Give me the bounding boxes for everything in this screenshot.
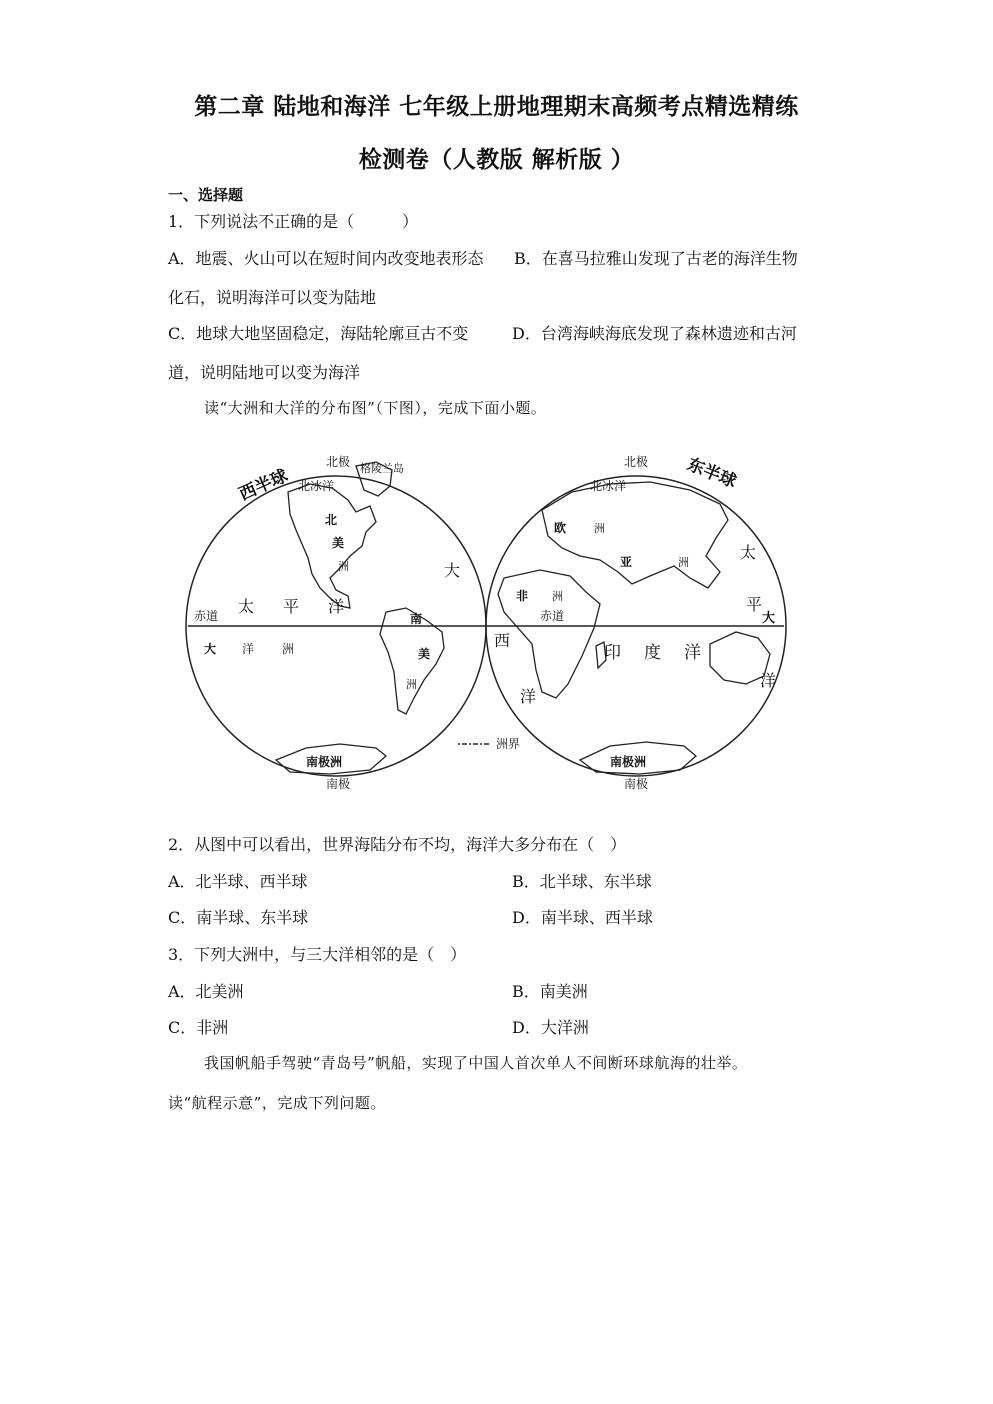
label-africa-2: 洲 xyxy=(552,590,563,603)
label-south-america-2: 美 xyxy=(418,647,431,661)
passage-voyage-line-1: 我国帆船手驾驶“青岛号”帆船，实现了中国人首次单人不间断环球航海的壮举。 xyxy=(204,1054,748,1072)
label-north-america-3: 洲 xyxy=(338,560,349,573)
label-north-pole-e: 北极 xyxy=(624,455,649,469)
label-south-pole-w: 南极 xyxy=(326,777,351,791)
label-arctic-ocean-w: 北冰洋 xyxy=(298,479,335,493)
label-atlantic-w: 大 xyxy=(444,561,461,580)
q1-option-b-cont: 化石，说明海洋可以变为陆地 xyxy=(168,288,377,307)
q1-option-a: A．地震、火山可以在短时间内改变地表形态 xyxy=(168,249,484,268)
q2-stem: 2．从图中可以看出，世界海陆分布不均，海洋大多分布在（ ） xyxy=(168,835,627,854)
label-atlantic-e-1: 西 xyxy=(494,631,511,650)
label-europe-2: 洲 xyxy=(594,522,605,535)
q1-stem: 1．下列说法不正确的是（ ） xyxy=(168,212,419,231)
label-greenland: 格陵兰岛 xyxy=(360,462,404,475)
q2-option-d: D．南半球、西半球 xyxy=(512,908,653,927)
label-south-america-3: 洲 xyxy=(406,678,417,691)
label-south-america-1: 南 xyxy=(410,612,423,626)
q2-option-c: C．南半球、东半球 xyxy=(168,908,309,927)
section-heading: 一、选择题 xyxy=(168,186,244,204)
label-equator-w: 赤道 xyxy=(194,609,219,623)
label-pacific-w-3: 洋 xyxy=(328,597,345,616)
label-equator-e: 赤道 xyxy=(540,609,565,623)
label-pacific-e-1: 太 xyxy=(740,543,757,562)
africa-shape xyxy=(498,570,600,698)
label-antarctica-e: 南极洲 xyxy=(610,755,647,769)
q3-option-a: A．北美洲 xyxy=(168,982,244,1001)
label-indian-ocean-1: 印 xyxy=(604,643,621,663)
label-north-america-2: 美 xyxy=(332,536,345,550)
world-map xyxy=(180,448,800,798)
label-antarctica-w: 南极洲 xyxy=(306,755,343,769)
label-north-america-1: 北 xyxy=(325,513,338,527)
label-pacific-e-2: 平 xyxy=(746,595,763,614)
q1-option-b: B．在喜马拉雅山发现了古老的海洋生物 xyxy=(514,249,798,268)
label-oceania-e: 大 xyxy=(762,611,776,626)
q3-option-c: C．非洲 xyxy=(168,1018,229,1037)
label-pacific-e-3: 洋 xyxy=(760,671,777,690)
q3-stem: 3．下列大洲中，与三大洋相邻的是（ ） xyxy=(168,945,467,964)
label-atlantic-e-2: 洋 xyxy=(520,687,537,706)
label-pacific-w-2: 平 xyxy=(283,597,300,616)
label-pacific-w-1: 太 xyxy=(238,597,255,616)
q1-option-c: C．地球大地坚固稳定，海陆轮廓亘古不变 xyxy=(168,324,469,343)
label-asia-2: 洲 xyxy=(678,556,689,569)
q2-option-a: A．北半球、西半球 xyxy=(168,872,308,891)
passage-voyage-line-2: 读“航程示意”，完成下列问题。 xyxy=(168,1094,386,1112)
q3-option-b: B．南美洲 xyxy=(512,982,588,1001)
label-east-hemisphere: 东半球 xyxy=(684,454,739,493)
label-north-pole-w: 北极 xyxy=(326,455,351,469)
title-line-2: 检测卷（人教版 解析版 ） xyxy=(358,147,635,173)
label-indian-ocean-3: 洋 xyxy=(684,643,701,663)
label-oceania-w-2: 洋 xyxy=(242,642,255,656)
q3-option-d: D．大洋洲 xyxy=(512,1018,589,1037)
q1-option-d: D．台湾海峡海底发现了森林遗迹和古河 xyxy=(512,324,797,343)
label-oceania-w-1: 大 xyxy=(204,642,217,656)
label-arctic-ocean-e: 北冰洋 xyxy=(590,479,627,493)
label-africa-1: 非 xyxy=(516,589,529,603)
label-indian-ocean-2: 度 xyxy=(644,643,661,663)
label-west-hemisphere: 西半球 xyxy=(236,465,291,505)
label-asia-1: 亚 xyxy=(620,555,633,569)
passage-map-intro: 读“大洲和大洋的分布图”（下图），完成下面小题。 xyxy=(204,399,547,417)
label-oceania-w-3: 洲 xyxy=(282,642,295,656)
eurasia-shape xyxy=(542,482,728,588)
title-line-1: 第二章 陆地和海洋 七年级上册地理期末高频考点精选精练 xyxy=(194,94,799,120)
legend-continent-boundary: 洲界 xyxy=(496,737,521,751)
q2-option-b: B．北半球、东半球 xyxy=(512,872,652,891)
label-europe-1: 欧 xyxy=(554,521,567,535)
q1-option-d-cont: 道，说明陆地可以变为海洋 xyxy=(168,363,361,382)
label-south-pole-e: 南极 xyxy=(624,777,649,791)
